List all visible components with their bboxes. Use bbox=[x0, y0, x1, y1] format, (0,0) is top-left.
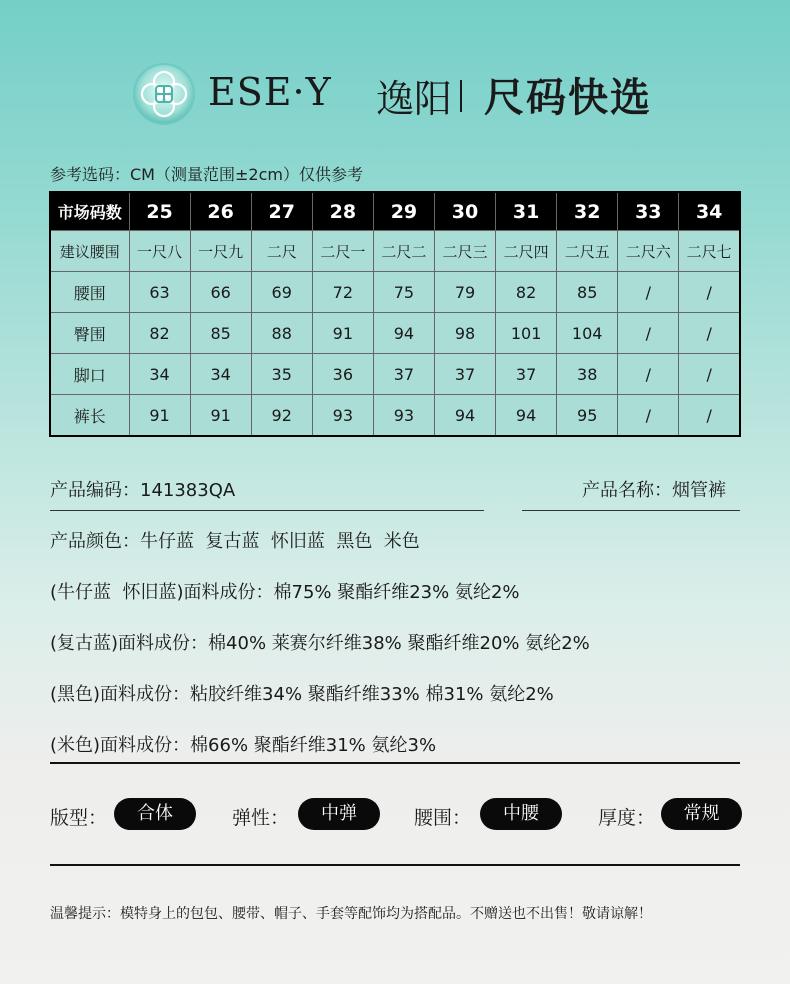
thickness-badge: 常规 bbox=[661, 798, 742, 830]
divider-line bbox=[50, 864, 740, 866]
table-cell: 一尺九 bbox=[190, 231, 251, 272]
size-header-cell: 27 bbox=[251, 192, 312, 231]
table-cell: 94 bbox=[434, 395, 495, 437]
table-cell: 88 bbox=[251, 313, 312, 354]
size-table-header-label: 市场码数 bbox=[50, 192, 129, 231]
table-cell: 93 bbox=[373, 395, 434, 437]
size-table-body bbox=[50, 231, 740, 437]
table-cell: 二尺六 bbox=[618, 231, 679, 272]
table-cell: 35 bbox=[251, 354, 312, 395]
table-cell: 92 bbox=[251, 395, 312, 437]
table-row bbox=[50, 231, 740, 272]
table-cell: / bbox=[618, 354, 679, 395]
header-divider bbox=[460, 80, 462, 112]
fit-label: 版型： bbox=[50, 807, 108, 829]
table-cell: 二尺 bbox=[251, 231, 312, 272]
fabric-line: (黑色)面料成份：粘胶纤维34% 聚酯纤维33% 棉31% 氨纶2% bbox=[50, 684, 554, 705]
table-cell: / bbox=[618, 272, 679, 313]
divider-line bbox=[50, 762, 740, 764]
table-cell: 69 bbox=[251, 272, 312, 313]
waist-label: 腰围： bbox=[414, 807, 472, 829]
camellia-logo-icon bbox=[132, 62, 196, 126]
table-cell: 75 bbox=[373, 272, 434, 313]
divider-line bbox=[50, 510, 484, 511]
brand-name-cn: 逸阳 bbox=[376, 77, 453, 121]
table-cell: 85 bbox=[557, 272, 618, 313]
table-cell: / bbox=[679, 395, 740, 437]
thickness-label: 厚度： bbox=[598, 807, 656, 829]
size-header-cell: 31 bbox=[496, 192, 557, 231]
table-cell: 34 bbox=[129, 354, 190, 395]
size-header-cell: 28 bbox=[312, 192, 373, 231]
header bbox=[0, 58, 790, 128]
table-cell: 91 bbox=[129, 395, 190, 437]
table-row bbox=[50, 272, 740, 313]
footer-tip: 温馨提示：模特身上的包包、腰带、帽子、手套等配饰均为搭配品。不赠送也不出售！敬请谅解！ bbox=[50, 906, 652, 922]
reference-note: 参考选码：CM（测量范围±2cm）仅供参考 bbox=[50, 165, 363, 184]
table-cell: 91 bbox=[312, 313, 373, 354]
table-cell: 37 bbox=[434, 354, 495, 395]
table-cell: 二尺三 bbox=[434, 231, 495, 272]
table-cell: 37 bbox=[496, 354, 557, 395]
table-cell: / bbox=[618, 395, 679, 437]
table-cell: 82 bbox=[496, 272, 557, 313]
table-cell: 二尺四 bbox=[496, 231, 557, 272]
table-cell: 二尺一 bbox=[312, 231, 373, 272]
size-header-cell: 25 bbox=[129, 192, 190, 231]
size-header-cell: 26 bbox=[190, 192, 251, 231]
table-cell: 85 bbox=[190, 313, 251, 354]
waist-badge: 中腰 bbox=[480, 798, 562, 830]
table-cell: 91 bbox=[190, 395, 251, 437]
product-colors: 产品颜色：牛仔蓝 复古蓝 怀旧蓝 黑色 米色 bbox=[50, 531, 420, 552]
size-table bbox=[49, 191, 741, 437]
table-cell: 34 bbox=[190, 354, 251, 395]
size-header-cell: 34 bbox=[679, 192, 740, 231]
size-header-cell: 29 bbox=[373, 192, 434, 231]
table-cell: 101 bbox=[496, 313, 557, 354]
table-cell: / bbox=[679, 313, 740, 354]
table-cell: 93 bbox=[312, 395, 373, 437]
elasticity-badge: 中弹 bbox=[298, 798, 380, 830]
table-cell: 104 bbox=[557, 313, 618, 354]
fit-badge: 合体 bbox=[114, 798, 196, 830]
table-cell: 66 bbox=[190, 272, 251, 313]
row-label: 腰围 bbox=[50, 272, 129, 313]
row-label: 建议腰围 bbox=[50, 231, 129, 272]
product-name: 产品名称：烟管裤 bbox=[582, 480, 726, 501]
table-row bbox=[50, 395, 740, 437]
table-cell: 二尺五 bbox=[557, 231, 618, 272]
table-cell: 72 bbox=[312, 272, 373, 313]
table-cell: 36 bbox=[312, 354, 373, 395]
fabric-line: (牛仔蓝 怀旧蓝)面料成份：棉75% 聚酯纤维23% 氨纶2% bbox=[50, 582, 520, 603]
table-row bbox=[50, 313, 740, 354]
size-header-cell: 32 bbox=[557, 192, 618, 231]
elasticity-label: 弹性： bbox=[232, 807, 290, 829]
table-cell: 二尺二 bbox=[373, 231, 434, 272]
size-table-header-row bbox=[50, 192, 740, 231]
table-cell: 94 bbox=[373, 313, 434, 354]
fabric-line: (复古蓝)面料成份：棉40% 莱赛尔纤维38% 聚酯纤维20% 氨纶2% bbox=[50, 633, 590, 654]
table-cell: / bbox=[679, 272, 740, 313]
brand-name: ESE·Y bbox=[208, 70, 332, 114]
table-cell: / bbox=[679, 354, 740, 395]
row-label: 臀围 bbox=[50, 313, 129, 354]
table-cell: 37 bbox=[373, 354, 434, 395]
fabric-line: (米色)面料成份：棉66% 聚酯纤维31% 氨纶3% bbox=[50, 735, 437, 756]
size-header-cell: 30 bbox=[434, 192, 495, 231]
table-cell: 二尺七 bbox=[679, 231, 740, 272]
divider-line bbox=[522, 510, 740, 511]
row-label: 脚口 bbox=[50, 354, 129, 395]
table-cell: 38 bbox=[557, 354, 618, 395]
table-cell: 63 bbox=[129, 272, 190, 313]
table-cell: 98 bbox=[434, 313, 495, 354]
table-cell: 95 bbox=[557, 395, 618, 437]
product-code: 产品编码：141383QA bbox=[50, 480, 236, 501]
table-cell: 一尺八 bbox=[129, 231, 190, 272]
table-cell: 94 bbox=[496, 395, 557, 437]
row-label: 裤长 bbox=[50, 395, 129, 437]
table-cell: 82 bbox=[129, 313, 190, 354]
page-title: 尺码快选 bbox=[484, 75, 652, 121]
size-header-cell: 33 bbox=[618, 192, 679, 231]
table-row bbox=[50, 354, 740, 395]
table-cell: / bbox=[618, 313, 679, 354]
table-cell: 79 bbox=[434, 272, 495, 313]
